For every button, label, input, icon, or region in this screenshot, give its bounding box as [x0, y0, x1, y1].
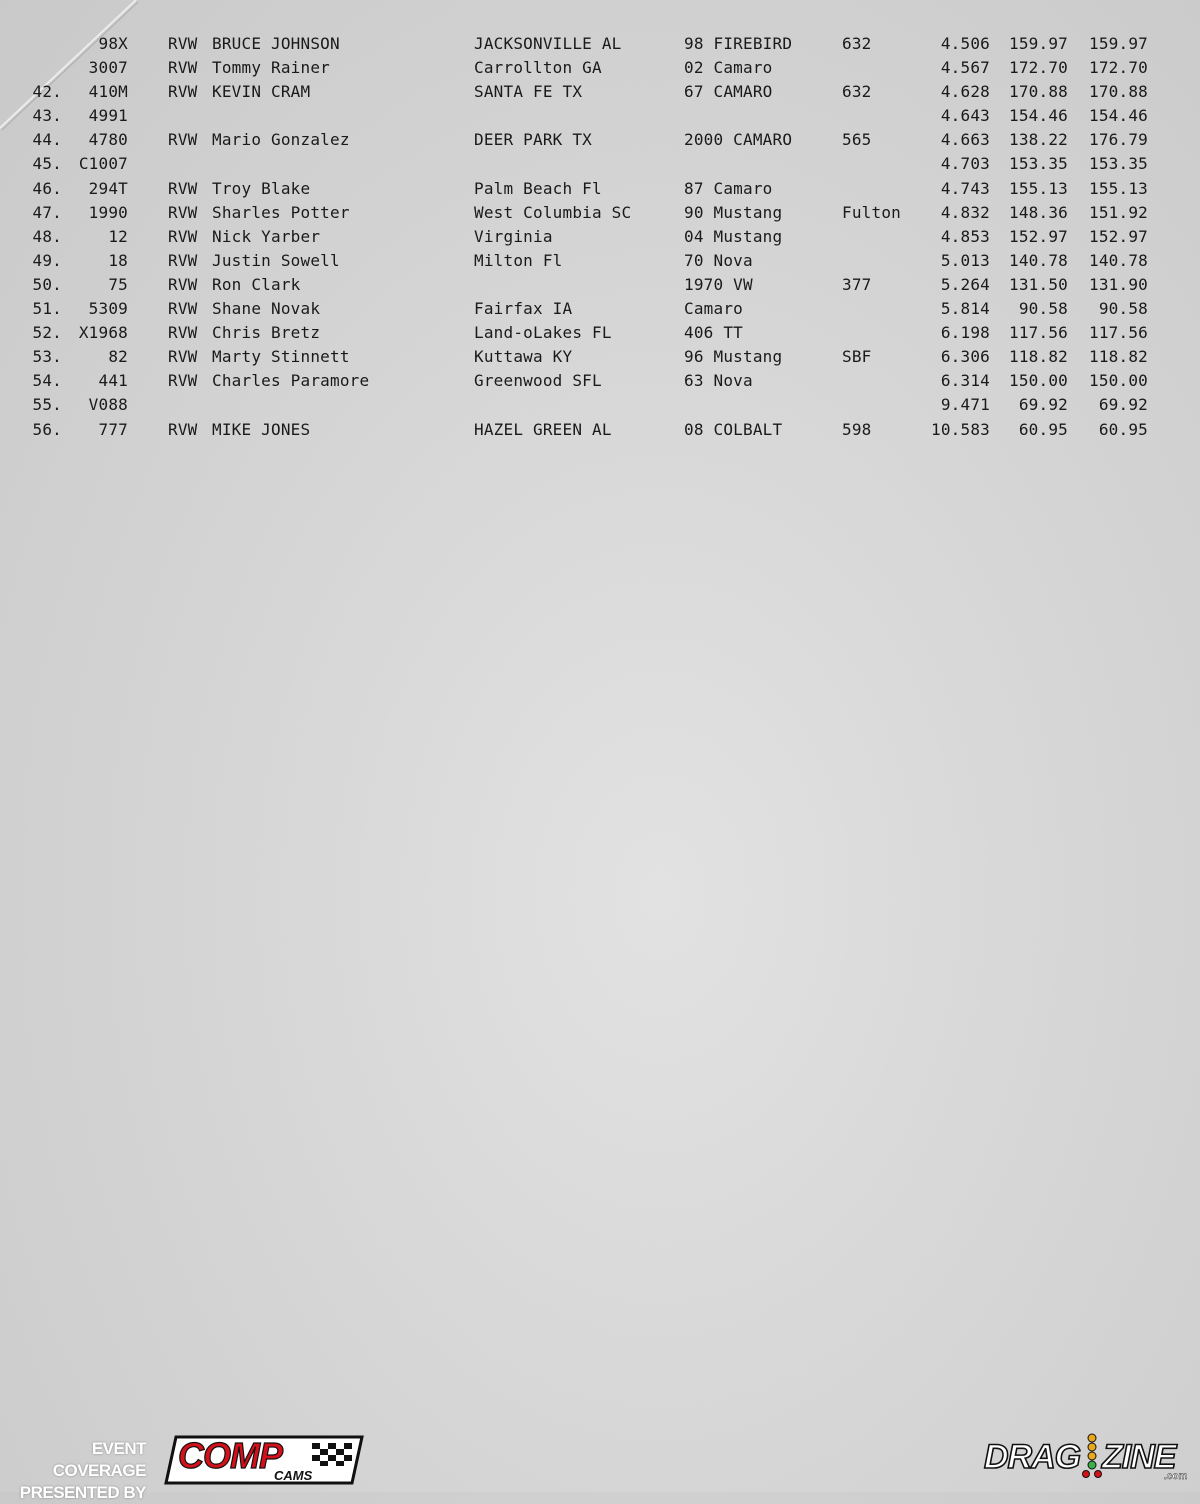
position-cell: 46.	[32, 178, 62, 198]
vehicle-cell: 87 Camaro	[684, 178, 773, 198]
speed-cell: 140.78	[1009, 250, 1068, 270]
hometown-cell: JACKSONVILLE AL	[474, 34, 622, 53]
speed-cell: 152.97	[1009, 226, 1068, 246]
class-cell: RVW	[168, 371, 198, 391]
comp-logo-text: COMP	[178, 1435, 282, 1476]
car-number-cell: C1007	[78, 154, 128, 174]
driver-name-cell: Troy Blake	[212, 178, 311, 198]
speed-cell: 69.92	[1018, 395, 1068, 415]
elapsed-time-cell: 4.663	[940, 130, 990, 150]
position-cell: 44.	[32, 130, 62, 150]
speed-cell: 172.70	[1009, 58, 1068, 78]
elapsed-time-cell: 5.013	[940, 250, 990, 270]
result-row	[0, 104, 1200, 128]
speed-cell: 154.46	[1009, 106, 1068, 126]
best-speed-cell: 90.58	[1098, 299, 1148, 319]
vehicle-cell: 08 COLBALT	[684, 419, 783, 439]
engine-cell: SBF	[842, 347, 872, 367]
speed-cell: 117.56	[1009, 323, 1068, 343]
comp-cams-logo	[162, 1434, 366, 1486]
position-cell: 45.	[32, 154, 62, 174]
coverage-line-2: PRESENTED BY	[19, 1483, 146, 1502]
car-number-cell: 441	[98, 371, 128, 391]
hometown-cell: Kuttawa KY	[474, 347, 573, 367]
engine-cell: 598	[842, 419, 872, 439]
best-speed-cell: 140.78	[1089, 250, 1148, 270]
car-number-cell: 18	[108, 250, 128, 270]
car-number-cell: 777	[98, 419, 128, 439]
speed-cell: 118.82	[1009, 347, 1068, 367]
class-cell: RVW	[168, 299, 198, 319]
car-number-cell: 4780	[88, 130, 128, 150]
speed-cell: 148.36	[1009, 202, 1068, 222]
hometown-cell: Fairfax IA	[474, 299, 573, 319]
dragzine-logo-left: DRAG	[984, 1438, 1081, 1476]
cams-logo-text: CAMS	[274, 1468, 313, 1483]
driver-name-cell: Sharles Potter	[212, 202, 350, 222]
elapsed-time-cell: 6.314	[940, 371, 990, 391]
driver-name-cell: Justin Sowell	[212, 250, 340, 270]
hometown-cell: West Columbia SC	[474, 202, 632, 222]
speed-cell: 155.13	[1009, 178, 1068, 198]
result-row	[0, 297, 1200, 321]
speed-cell: 60.95	[1018, 419, 1068, 439]
speed-cell: 159.97	[1009, 34, 1068, 53]
speed-cell: 150.00	[1009, 371, 1068, 391]
class-cell: RVW	[168, 130, 198, 150]
car-number-cell: 410M	[88, 82, 128, 102]
best-speed-cell: 151.92	[1089, 202, 1148, 222]
hometown-cell: HAZEL GREEN AL	[474, 419, 612, 439]
car-number-cell: V088	[88, 395, 128, 415]
position-cell: 42.	[32, 82, 62, 102]
position-cell: 56.	[32, 419, 62, 439]
best-speed-cell: 152.97	[1089, 226, 1148, 246]
hometown-cell: Carrollton GA	[474, 58, 602, 78]
driver-name-cell: Mario Gonzalez	[212, 130, 350, 150]
engine-cell: 632	[842, 82, 872, 102]
car-number-cell: X1968	[78, 323, 128, 343]
driver-name-cell: Charles Paramore	[212, 371, 370, 391]
best-speed-cell: 117.56	[1089, 323, 1148, 343]
speed-cell: 153.35	[1009, 154, 1068, 174]
result-row	[0, 201, 1200, 225]
position-cell: 53.	[32, 347, 62, 367]
position-cell: 50.	[32, 274, 62, 294]
engine-cell: 565	[842, 130, 872, 150]
car-number-cell: 82	[108, 347, 128, 367]
vehicle-cell: 98 FIREBIRD	[684, 34, 793, 53]
elapsed-time-cell: 9.471	[940, 395, 990, 415]
best-speed-cell: 150.00	[1089, 371, 1148, 391]
position-cell: 47.	[32, 202, 62, 222]
best-speed-cell: 176.79	[1089, 130, 1148, 150]
position-cell: 49.	[32, 250, 62, 270]
elapsed-time-cell: 4.743	[940, 178, 990, 198]
result-row	[0, 177, 1200, 201]
driver-name-cell: Marty Stinnett	[212, 347, 350, 367]
best-speed-cell: 172.70	[1089, 58, 1148, 78]
driver-name-cell: Nick Yarber	[212, 226, 321, 246]
speed-cell: 131.50	[1009, 274, 1068, 294]
elapsed-time-cell: 4.567	[940, 58, 990, 78]
event-coverage-text	[14, 1438, 146, 1504]
elapsed-time-cell: 6.306	[940, 347, 990, 367]
class-cell: RVW	[168, 178, 198, 198]
driver-name-cell: Ron Clark	[212, 274, 301, 294]
class-cell: RVW	[168, 82, 198, 102]
best-speed-cell: 60.95	[1098, 419, 1148, 439]
best-speed-cell: 159.97	[1089, 34, 1148, 53]
best-speed-cell: 153.35	[1089, 154, 1148, 174]
driver-name-cell: Chris Bretz	[212, 323, 321, 343]
class-cell: RVW	[168, 274, 198, 294]
driver-name-cell: Tommy Rainer	[212, 58, 330, 78]
result-row	[0, 418, 1200, 442]
car-number-cell: 3007	[88, 58, 128, 78]
speed-cell: 90.58	[1018, 299, 1068, 319]
result-row	[0, 273, 1200, 297]
car-number-cell: 98X	[98, 34, 128, 53]
class-cell: RVW	[168, 226, 198, 246]
result-row	[0, 56, 1200, 80]
vehicle-cell: 70 Nova	[684, 250, 753, 270]
result-row	[0, 152, 1200, 176]
result-row	[0, 369, 1200, 393]
class-cell: RVW	[168, 202, 198, 222]
class-cell: RVW	[168, 347, 198, 367]
class-cell: RVW	[168, 58, 198, 78]
class-cell: RVW	[168, 323, 198, 343]
class-cell: RVW	[168, 419, 198, 439]
best-speed-cell: 154.46	[1089, 106, 1148, 126]
result-row	[0, 249, 1200, 273]
elapsed-time-cell: 6.198	[940, 323, 990, 343]
car-number-cell: 5309	[88, 299, 128, 319]
driver-name-cell: BRUCE JOHNSON	[212, 34, 340, 53]
driver-name-cell: MIKE JONES	[212, 419, 311, 439]
vehicle-cell: 04 Mustang	[684, 226, 783, 246]
car-number-cell: 75	[108, 274, 128, 294]
elapsed-time-cell: 5.264	[940, 274, 990, 294]
class-cell: RVW	[168, 34, 198, 53]
dragzine-logo-domain: .com	[1164, 1471, 1188, 1482]
vehicle-cell: 63 Nova	[684, 371, 753, 391]
engine-cell: Fulton	[842, 202, 901, 222]
best-speed-cell: 69.92	[1098, 395, 1148, 415]
car-number-cell: 12	[108, 226, 128, 246]
position-cell: 51.	[32, 299, 62, 319]
position-cell: 54.	[32, 371, 62, 391]
elapsed-time-cell: 4.506	[940, 34, 990, 53]
position-cell: 55.	[32, 395, 62, 415]
elapsed-time-cell: 10.583	[931, 419, 990, 439]
engine-cell: 377	[842, 274, 872, 294]
vehicle-cell: Camaro	[684, 299, 743, 319]
engine-cell: 632	[842, 34, 872, 53]
hometown-cell: Milton Fl	[474, 250, 563, 270]
elapsed-time-cell: 5.814	[940, 299, 990, 319]
result-row	[0, 321, 1200, 345]
elapsed-time-cell: 4.643	[940, 106, 990, 126]
hometown-cell: DEER PARK TX	[474, 130, 592, 150]
vehicle-cell: 02 Camaro	[684, 58, 773, 78]
result-row	[0, 345, 1200, 369]
class-cell: RVW	[168, 250, 198, 270]
elapsed-time-cell: 4.853	[940, 226, 990, 246]
result-row	[0, 225, 1200, 249]
hometown-cell: SANTA FE TX	[474, 82, 583, 102]
vehicle-cell: 96 Mustang	[684, 347, 783, 367]
driver-name-cell: Shane Novak	[212, 299, 321, 319]
car-number-cell: 294T	[88, 178, 128, 198]
speed-cell: 170.88	[1009, 82, 1068, 102]
elapsed-time-cell: 4.703	[940, 154, 990, 174]
result-row	[0, 80, 1200, 104]
position-cell: 43.	[32, 106, 62, 126]
elapsed-time-cell: 4.832	[940, 202, 990, 222]
hometown-cell: Palm Beach Fl	[474, 178, 602, 198]
position-cell: 52.	[32, 323, 62, 343]
vehicle-cell: 1970 VW	[684, 274, 753, 294]
hometown-cell: Greenwood SFL	[474, 371, 602, 391]
dragzine-logo	[982, 1430, 1188, 1482]
christmas-tree-lights-icon	[1083, 1434, 1102, 1478]
result-row	[0, 128, 1200, 152]
car-number-cell: 1990	[88, 202, 128, 222]
best-speed-cell: 131.90	[1089, 274, 1148, 294]
hometown-cell: Virginia	[474, 226, 553, 246]
vehicle-cell: 90 Mustang	[684, 202, 783, 222]
result-row	[0, 32, 1200, 56]
vehicle-cell: 406 TT	[684, 323, 743, 343]
hometown-cell: Land-oLakes FL	[474, 323, 612, 343]
elapsed-time-cell: 4.628	[940, 82, 990, 102]
coverage-line-1: EVENT COVERAGE	[52, 1439, 146, 1480]
position-cell: 48.	[32, 226, 62, 246]
results-table	[0, 32, 1200, 442]
vehicle-cell: 2000 CAMARO	[684, 130, 793, 150]
best-speed-cell: 170.88	[1089, 82, 1148, 102]
sponsor-banner	[14, 1435, 374, 1502]
speed-cell: 138.22	[1009, 130, 1068, 150]
driver-name-cell: KEVIN CRAM	[212, 82, 311, 102]
vehicle-cell: 67 CAMARO	[684, 82, 773, 102]
car-number-cell: 4991	[88, 106, 128, 126]
best-speed-cell: 155.13	[1089, 178, 1148, 198]
result-row	[0, 393, 1200, 417]
dragzine-logo-right: ZINE	[1102, 1438, 1176, 1476]
best-speed-cell: 118.82	[1089, 347, 1148, 367]
